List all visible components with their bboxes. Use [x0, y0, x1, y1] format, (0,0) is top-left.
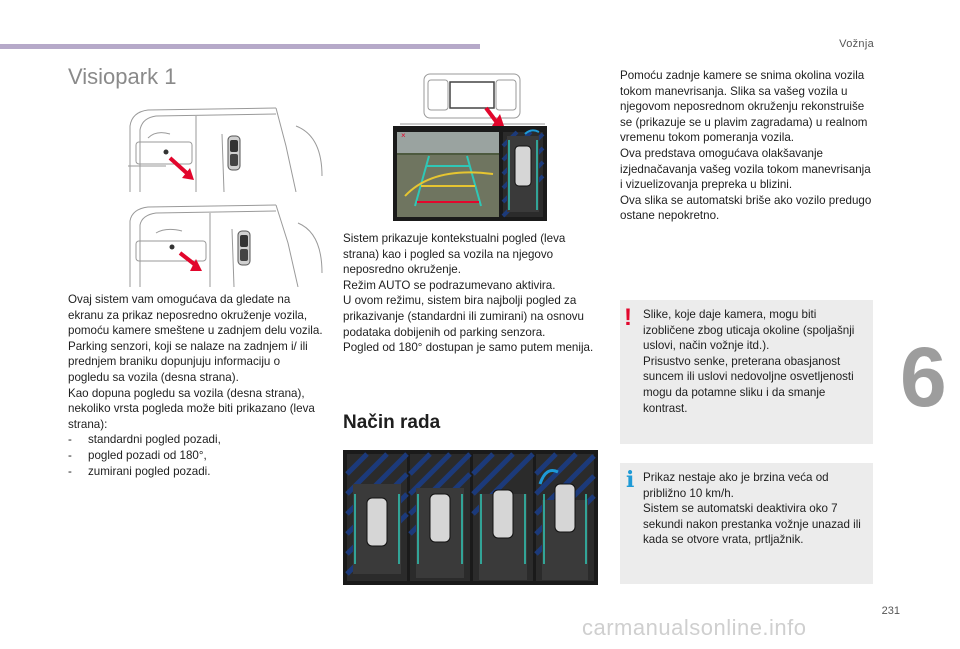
paragraph: Ovaj sistem vam omogućava da gledate na ekranu za prikaz neposredno okruženje vozila, pomoću kamere smeštene u zadnjem delu vozila. [68, 293, 323, 338]
dashboard-screen-illustration [400, 70, 545, 126]
paragraph: Prikaz nestaje ako je brzina veća od približno 10 km/h. [643, 471, 829, 500]
watermark: carmanualsonline.info [582, 615, 807, 640]
list-item: - standardni pogled pozadi, [68, 432, 323, 448]
paragraph: Kao dopuna pogledu sa vozila (desna strana), nekoliko vrsta pogleda može biti prikazano (leva strana): [68, 386, 315, 431]
paragraph: Slike, koje daje kamera, mogu biti izobličene zbog uticaja okoline (spoljašnji uslovi, način vožnje itd.). [643, 308, 855, 353]
list-item: - zumirani pogled pozadi. [68, 464, 323, 480]
svg-text:×: × [401, 131, 406, 140]
van-rear-illustration-top [126, 106, 324, 192]
van-rear-illustration-bottom [126, 203, 324, 287]
page-title: Visiopark 1 [68, 64, 177, 89]
paragraph: Sistem prikazuje kontekstualni pogled (leva strana) kao i pogled sa vozila na njegovo neposredno okruženje. [343, 232, 566, 277]
camera-description-text [620, 68, 876, 224]
system-text [343, 231, 598, 356]
rear-camera-view-image [393, 126, 547, 221]
view-list [68, 432, 323, 479]
paragraph: Ova slika se automatski briše ako vozilo predugo ostane nepokretno. [620, 193, 872, 223]
info-box [620, 463, 873, 584]
list-item: - pogled pozadi od 180°, [68, 448, 323, 464]
section-heading: Način rada [343, 412, 441, 433]
section-label: Vožnja [839, 38, 874, 50]
paragraph: Sistem se automatski deaktivira oko 7 sekundi nakon prestanka vožnje unazad ili kada se otvore vrata, prtljažnik. [643, 502, 861, 547]
paragraph: Pomoću zadnje kamere se snima okolina vozila tokom manevrisanja. Slika sa vašeg vozila u njegovom neposrednom okruženju rekonstruiše se (prikazuje se u plavim zagradama) u realnom vremenu tokom pomeranja vozila. [620, 69, 868, 145]
header-accent-bar [0, 44, 480, 49]
paragraph: Prisustvo senke, preterana obasjanost suncem ili uslovi nedovoljne osvetljenosti mogu da potamne sliku i da smanje kontrast. [643, 354, 854, 415]
warning-box [620, 300, 873, 444]
chapter-number: 6 [900, 330, 947, 424]
surround-view-sequence-image [343, 450, 598, 585]
paragraph: Parking senzori, koji se nalaze na zadnjem i/ ili prednjem braniku dopunjuju informaciju o pogledu sa vozila (desna strana). [68, 339, 308, 384]
paragraph: Režim AUTO se podrazumevano aktivira. [343, 278, 556, 292]
paragraph: U ovom režimu, sistem bira najbolji pogled za prikazivanje (standardni ili zumirani) na osnovu podataka dobijenih od parking senzora. [343, 294, 585, 339]
paragraph: Ova predstava omogućava olakšavanje izjednačavanja vašeg vozila tokom manevrisanja i vizuelizovanja prepreka u blizini. [620, 146, 871, 192]
page-number: 231 [881, 605, 900, 617]
paragraph: Pogled od 180° dostupan je samo putem menija. [343, 341, 594, 355]
warning-icon: ! [624, 304, 632, 331]
info-text [643, 470, 867, 548]
info-icon: i [626, 467, 635, 493]
intro-text [68, 292, 323, 479]
warning-text [643, 307, 867, 416]
